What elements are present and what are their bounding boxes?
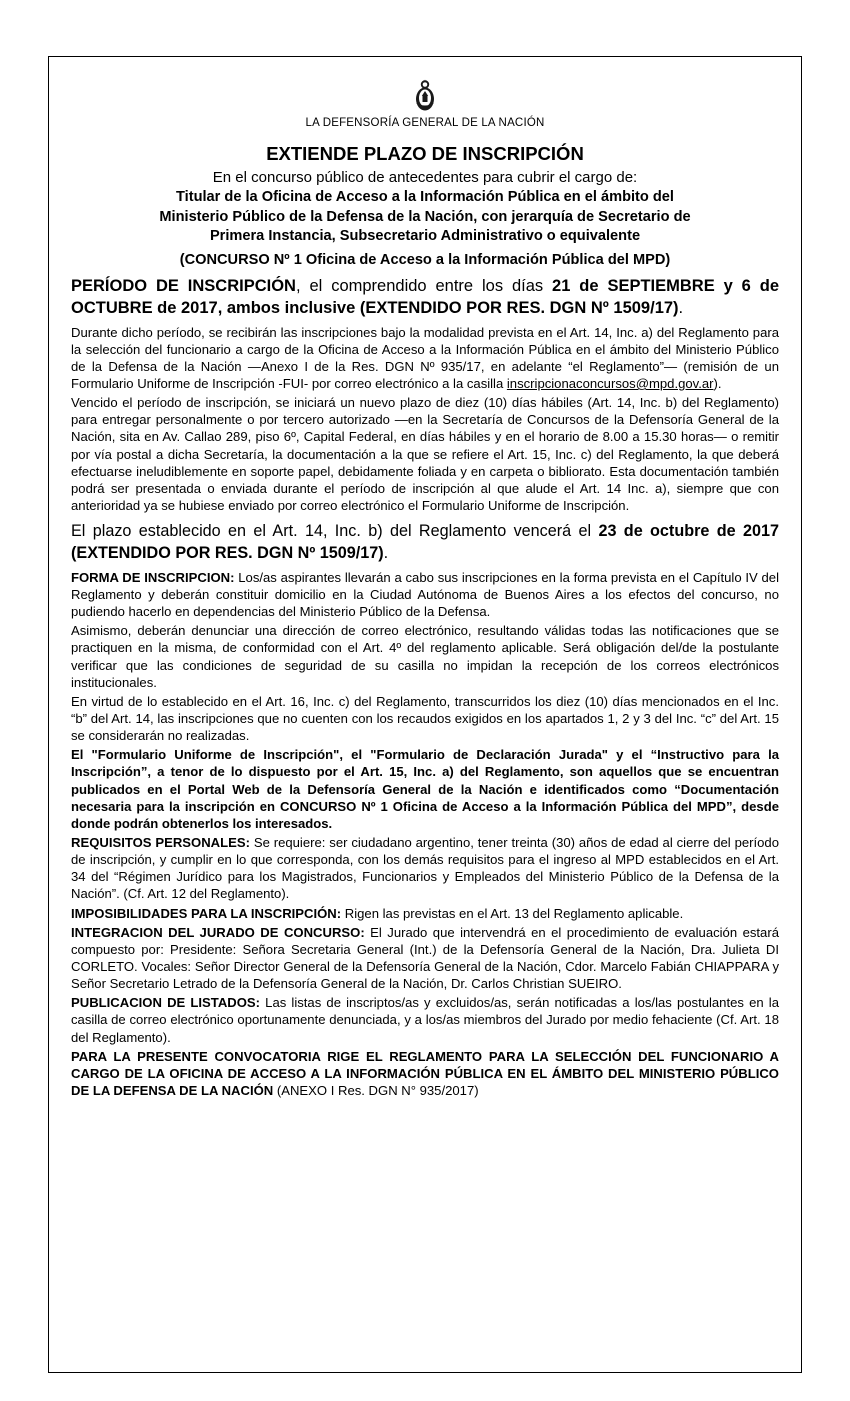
section-publicacion-listados [71,994,779,1045]
section-publicacion-heading: PUBLICACION DE LISTADOS: [71,995,261,1011]
section-publicacion-body: Las listas de inscriptos/as y excluidos/as, serán notificadas a los/las postulantes en la casilla de correo electrónico oportunamente denunciada, y a los/as miembros del Jurado por medio fehaciente (Cf. Art. 18 del Reglamento). [71,995,779,1045]
paragraph-modality [71,324,779,393]
section-requisitos-personales [71,834,779,903]
section-forma-inscripcion-heading: FORMA DE INSCRIPCION: [71,569,235,585]
position-line-2: Ministerio Público de la Defensa de la Nación, con jerarquía de Secretario de [159,208,691,225]
inscription-email-link[interactable]: inscripcionaconcursos@mpd.gov.ar [506,376,714,392]
paragraph-modality-part1: Durante dicho período, se recibirán las inscripciones bajo la modalidad prevista en el Art. 14, Inc. a) del Reglamento para la selección del funcionario a cargo de la Oficina de Acceso a la Información Pública en el ámbito del Ministerio Público de la Defensa de la Nación —Anexo I de la Res. DGN Nº 935/17, en adelante “el Reglamento”— (remisión de un Formulario Uniforme de Inscripción -FUI- por correo electrónico a la casilla [71,324,779,392]
position-headline [71,188,779,247]
footer-note-normal: (ANEXO I Res. DGN N° 935/2017) [273,1082,479,1098]
section-jurado [71,924,779,993]
paragraph-documentation: Vencido el período de inscripción, se iniciará un nuevo plazo de diez (10) días hábiles (Art. 14, Inc. b) del Reglamento) para entregar personalmente o por tercero autorizado —en la Secretaría de Concursos de la Defensoría General de la Nación, sita en Av. Callao 289, piso 6º, Capital Federal, en días hábiles y en el horario de 8.00 a 15.30 horas— o remitir por vía postal a dicha Secretaría, la documentación a la que se refiere el Art. 15, Inc. c) del Reglamento, la que deberá efectuarse ineludiblemente en soporte papel, debidamente foliada y en carpeta o bibliorato. Esta documentación también podrá ser presentada o enviada durante el período de inscripción al que alude el Art. 14 Inc. a), siempre que con anterioridad ya se hubiese enviado por correo electrónico el Formulario Uniforme de Inscripción. [71,395,779,513]
section-forma-inscripcion [71,569,779,620]
inscription-period-label: PERÍODO DE INSCRIPCIÓN [71,277,296,296]
section-email-notifications: Asimismo, deberán denunciar una dirección de correo electrónico, resultando válidas todas las notificaciones que se practiquen en la misma, de conformidad con el Art. 4º del reglamento aplicable. Será obligación del/de la postulante verificar que las condiciones de seguridad de su casilla no impidan la recepción de los correos electrónicos institucionales. [71,623,779,690]
section-imposibilidades [71,905,779,922]
document-frame [48,56,802,1373]
paragraph-modality-part2: ). [713,376,722,392]
deadline-end: . [383,543,389,562]
section-jurado-heading: INTEGRACION DEL JURADO DE CONCURSO: [71,924,365,940]
section-forms-bold-text: El "Formulario Uniforme de Inscripción", el "Formulario de Declaración Jurada" y el “Instructivo para la Inscripción”, a tenor de lo dispuesto por el Art. 15, Inc. a) del Reglamento, son aquellos que se encuentran publicados en el Portal Web de la Defensoría General de la Nación e identificados como “Documentación necesaria para la inscripción en CONCURSO Nº 1 Oficina de Acceso a la Información Pública del MPD”, desde donde podrán obtenerlos los interesados. [71,747,779,831]
footer-note [71,1048,779,1099]
section-imposibilidades-heading: IMPOSIBILIDADES PARA LA INSCRIPCIÓN: [71,905,342,921]
section-forms-bold [71,746,779,832]
footer-note-bold: PARA LA PRESENTE CONVOCATORIA RIGE EL REGLAMENTO PARA LA SELECCIÓN DEL FUNCIONARIO A CARGO DE LA OFICINA DE ACCESO A LA INFORMACIÓN PÚBLICA EN EL ÁMBITO DEL MINISTERIO PÚBLICO DE LA DEFENSA DE LA NACIÓN [71,1048,779,1098]
deadline-date: 23 de octubre de 2017 (EXTENDIDO POR RES. DGN Nº 1509/17) [71,522,779,562]
section-art16: En virtud de lo establecido en el Art. 16, Inc. c) del Reglamento, transcurridos los diez (10) días mencionados en el Inc. “b” del Art. 14, las inscripciones que no cuenten con los recaudos exigidos en los apartados 1, 2 y 3 del Inc. “c” del Art. 15 se considerarán no realizadas. [71,693,779,744]
inscription-period-text: , el comprendido entre los días [295,277,553,296]
header-block [71,79,779,129]
organization-name: LA DEFENSORÍA GENERAL DE LA NACIÓN [305,117,545,129]
contest-identifier: (CONCURSO Nº 1 Oficina de Acceso a la Información Pública del MPD) [179,252,671,269]
notice-subtitle: En el concurso público de antecedentes para cubrir el cargo de: [212,169,638,186]
inscription-period-end: . [678,298,684,317]
inscription-period-dates: 21 de SEPTIEMBRE y 6 de OCTUBRE de 2017, ambos inclusive (EXTENDIDO POR RES. DGN Nº 1509/17) [71,277,779,317]
section-requisitos-body: Se requiere: ser ciudadano argentino, tener treinta (30) años de edad al cierre del período de inscripción, y cumplir en lo que corresponda, con los demás requisitos para el ingreso al MPD establecidos en el Art. 34 del “Régimen Jurídico para los Magistrados, Funcionarios y Empleados del Ministerio Público de la Defensa de la Nación”. (Cf. Art. 12 del Reglamento). [71,835,779,902]
section-imposibilidades-body: Rigen las previstas en el Art. 13 del Reglamento aplicable. [341,905,684,921]
section-requisitos-heading: REQUISITOS PERSONALES: [71,835,250,850]
position-line-3: Primera Instancia, Subsecretario Administrativo o equivalente [209,228,641,245]
position-line-1: Titular de la Oficina de Acceso a la Información Pública en el ámbito del [176,189,674,205]
deadline-paragraph [71,521,779,564]
section-forma-inscripcion-body: Los/as aspirantes llevarán a cabo sus inscripciones en la forma prevista en el Capítulo IV del Reglamento y deberán constituir domicilio en la Ciudad Autónoma de Buenos Aires a los efectos del concurso, no pudiendo hacerlo en dependencias del Ministerio Público de la Defensa. [71,569,780,620]
argentina-crest-icon [412,79,438,113]
inscription-period-paragraph [71,276,779,320]
section-jurado-body: El Jurado que intervendrá en el procedimiento de evaluación estará compuesto por: Presidente: Señora Secretaria General (Int.) de la Defensoría General de la Nación, Dra. Julieta DI CORLETO. Vocales: Señor Director General de la Defensoría General de la Nación, Cdor. Marcelo Fabián CHIAPPARA y Señor Secretario Letrado de la Defensoría General de la Nación, Dr. Carlos Christian SUEIRO. [71,924,779,992]
page-title: EXTIENDE PLAZO DE INSCRIPCIÓN [266,143,584,164]
deadline-text-before: El plazo establecido en el Art. 14, Inc. b) del Reglamento vencerá el [71,522,599,541]
